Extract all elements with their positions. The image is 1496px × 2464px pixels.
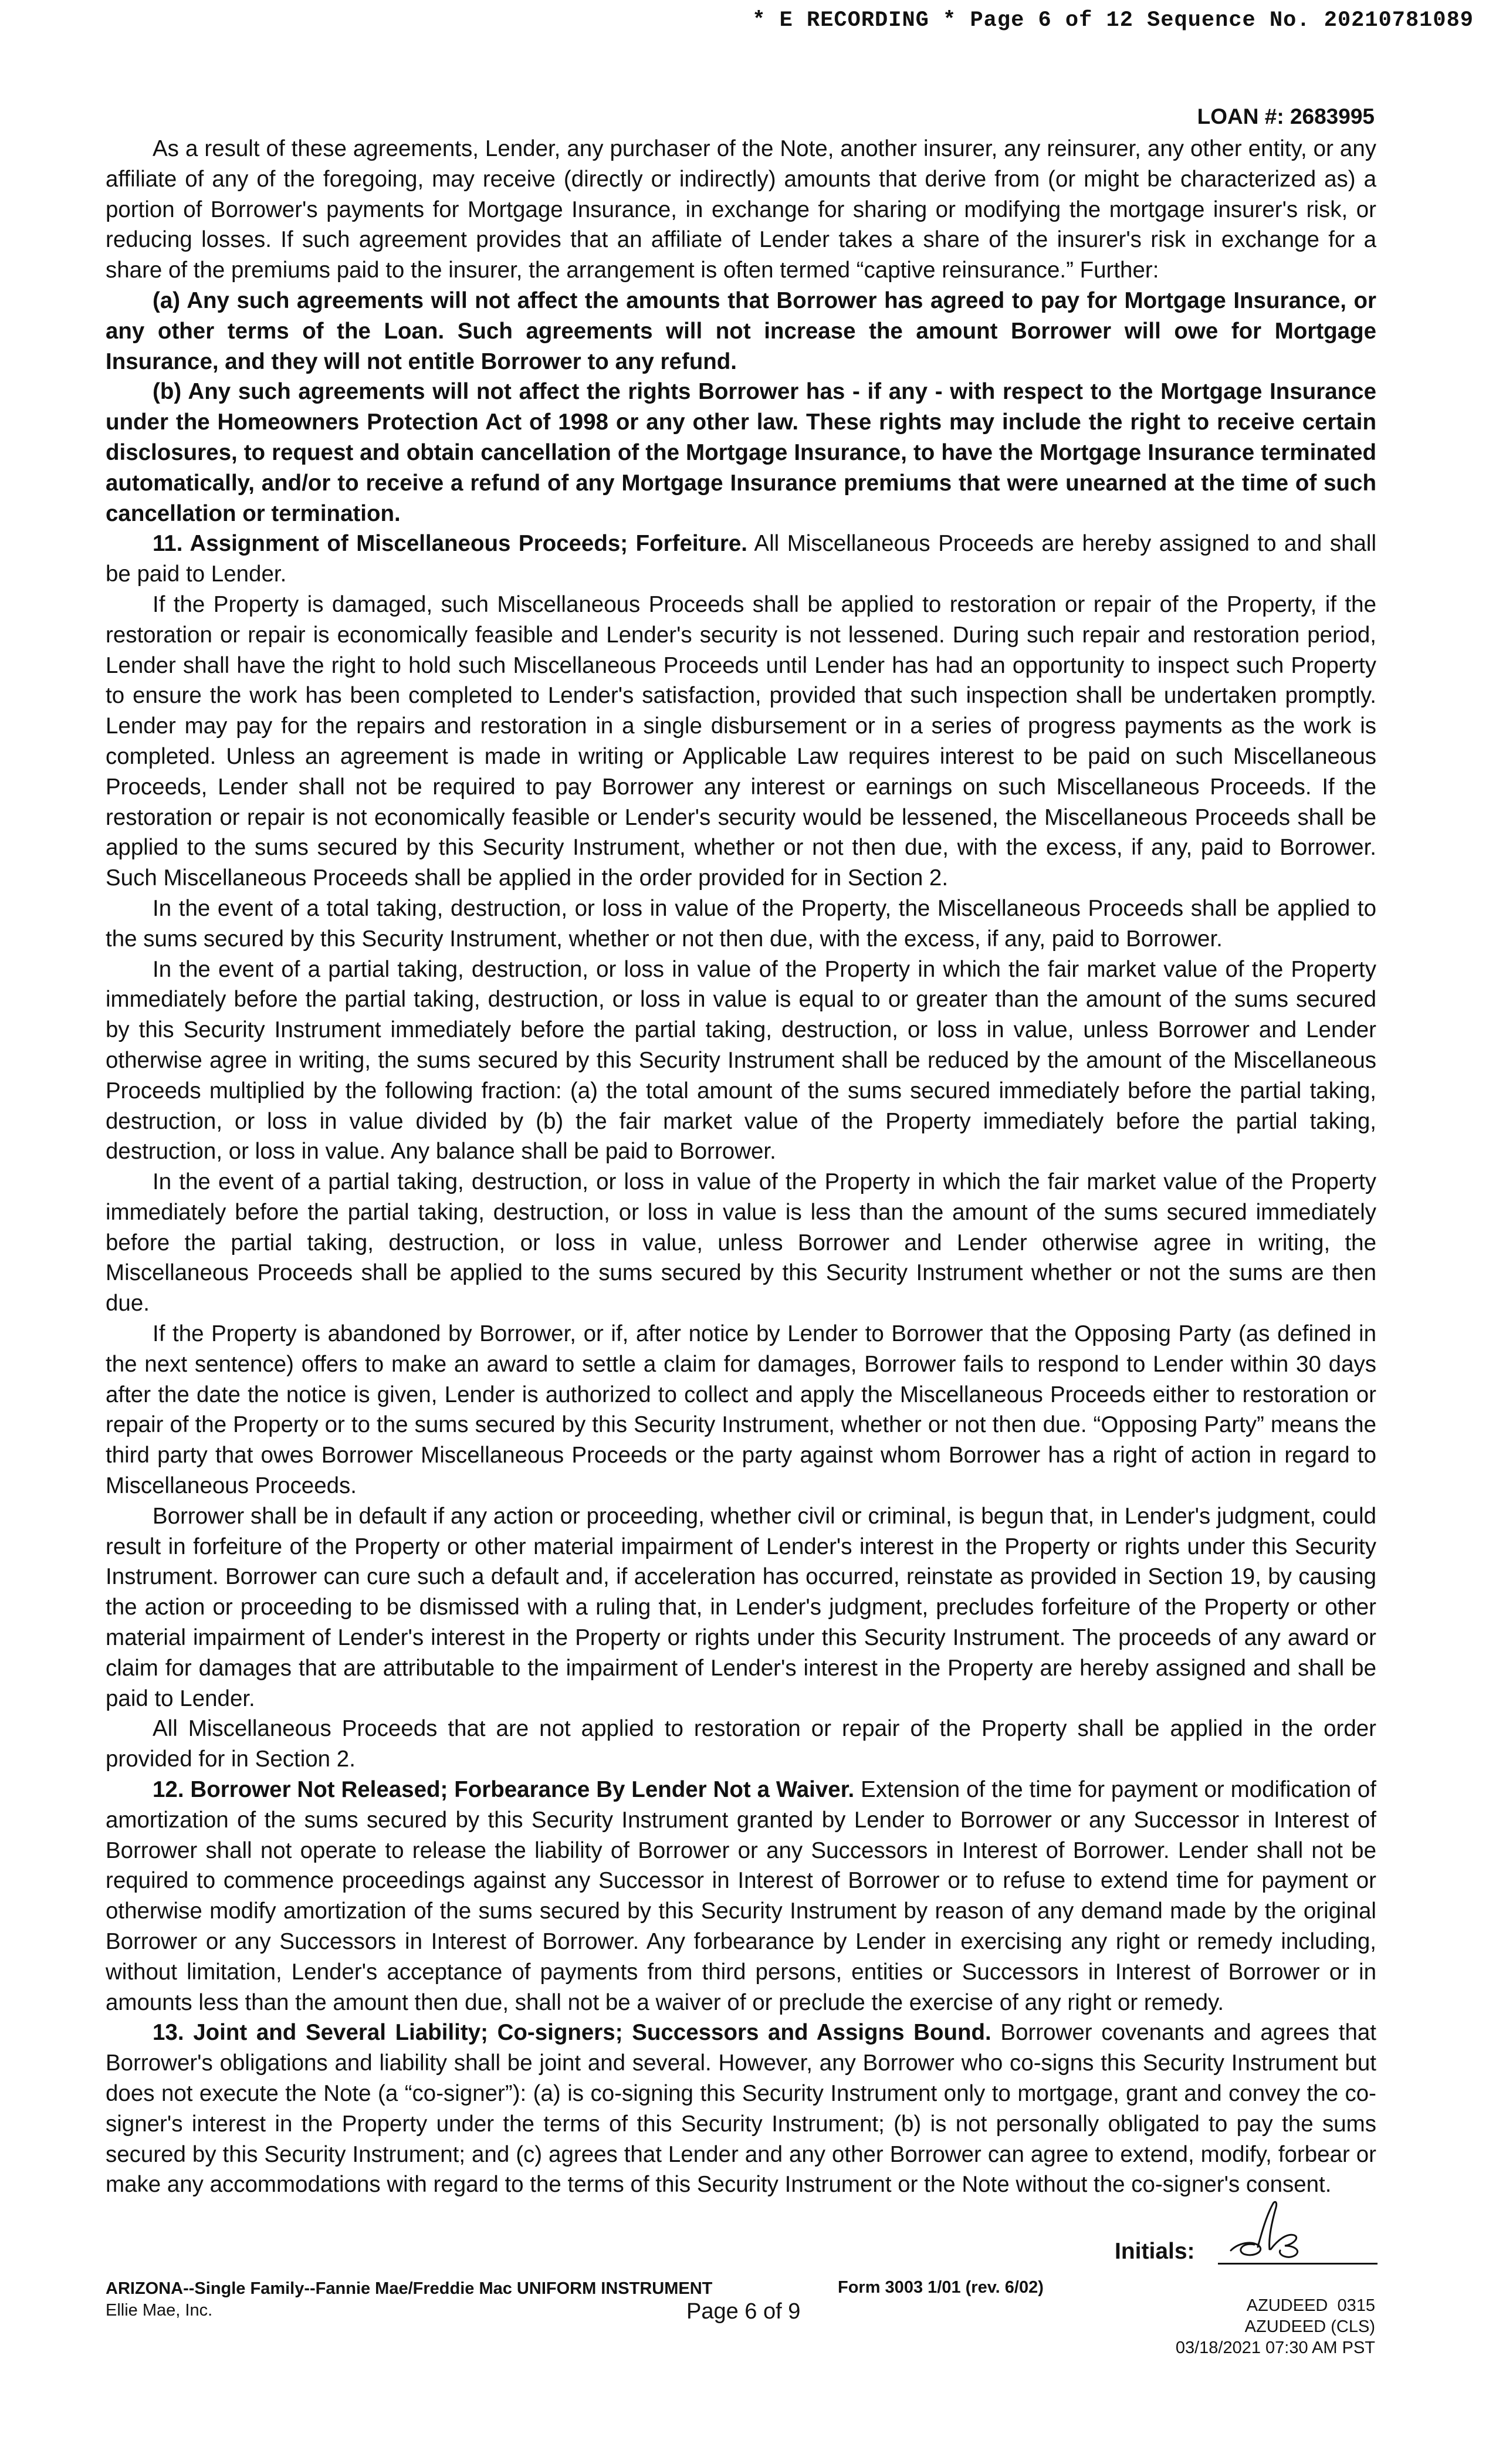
footer-vendor: Ellie Mae, Inc. — [106, 2301, 213, 2320]
doc-code: AZUDEED 0315 — [1246, 2296, 1375, 2315]
initials-signature — [1219, 2199, 1325, 2263]
section-heading: 12. Borrower Not Released; Forbearance By Lender Not a Waiver. — [153, 1777, 855, 1803]
paragraph: Borrower shall be in default if any action or proceeding, whether civil or criminal, is begun that, in Lender's judgment, could result in forfeiture of the Property or other material impairment of Lender's interest in the Property or rights under this Security Instrument. Borrower can cure such a default and, if acceleration has occurred, reinstate as provided in Section 19, by causing the action or proceeding to be dismissed with a ruling that, in Lender's judgment, precludes forfeiture of the Property or other material impairment of Lender's interest in the Property or rights under this Security Instrument. The proceeds of any award or claim for damages that are attributable to the impairment of Lender's interest in the Property are hereby assigned and shall be paid to Lender. — [106, 1503, 1376, 1711]
initials-block — [1115, 2205, 1379, 2269]
paragraph: In the event of a partial taking, destruction, or loss in value of the Property in which the fair market value of the Property immediately before the partial taking, destruction, or loss in value is less than the amount of the sums secured immediately before the partial taking, destruction, or loss in value, unless Borrower and Lender otherwise agree in writing, the Miscellaneous Proceeds shall be applied to the sums secured by this Security Instrument whether or not the sums are then due. — [106, 1169, 1376, 1316]
loan-number: LOAN #: 2683995 — [1197, 104, 1375, 128]
paragraph: If the Property is abandoned by Borrower, or if, after notice by Lender to Borrower that the Opposing Party (as defined in the next sentence) offers to make an award to settle a claim for damages, Borrower fails to respond to Lender within 30 days after the date the notice is given, Lender is authorized to collect and apply the Miscellaneous Proceeds either to restoration or repair of the Property or to the sums secured by this Security Instrument, whether or not then due. “Opposing Party” means the third party that owes Borrower Miscellaneous Proceeds or the party against whom Borrower has a right of action in regard to Miscellaneous Proceeds. — [106, 1321, 1376, 1499]
page-number: Page 6 of 9 — [686, 2299, 801, 2324]
footer-form-number: Form 3003 1/01 (rev. 6/02) — [838, 2278, 1044, 2297]
section-heading: 13. Joint and Several Liability; Co-signers; Successors and Assigns Bound. — [153, 2020, 991, 2046]
section-heading: 11. Assignment of Miscellaneous Proceeds; Forfeiture. — [153, 531, 747, 557]
doc-timestamp: 03/18/2021 07:30 AM PST — [1175, 2338, 1375, 2357]
paragraph: In the event of a partial taking, destruction, or loss in value of the Property in which the fair market value of the Property immediately before the partial taking, destruction, or loss in value is equal to or greater than the amount of the sums secured by this Security Instrument immediately before the partial taking, destruction, or loss in value, unless Borrower and Lender otherwise agree in writing, the sums secured by this Security Instrument shall be reduced by the amount of the Miscellaneous Proceeds multiplied by the following fraction: (a) the total amount of the sums secured immediately before the partial taking, destruction, or loss in value divided by (b) the fair market value of the Property immediately before the partial taking, destruction, or loss in value. Any balance shall be paid to Borrower. — [106, 956, 1376, 1165]
footer-left — [106, 2278, 712, 2321]
paragraph: All Miscellaneous Proceeds that are not applied to restoration or repair of the Property shall be applied in the order provided for in Section 2. — [106, 1716, 1376, 1772]
paragraph: (a) Any such agreements will not affect the amounts that Borrower has agreed to pay for Mortgage Insurance, or any other terms of the Loan. Such agreements will not increase the amount Borrower will owe for Mortgage Insurance, and they will not entitle Borrower to any refund. — [106, 287, 1376, 374]
footer-form-title: ARIZONA--Single Family--Fannie Mae/Freddie Mac UNIFORM INSTRUMENT — [106, 2279, 713, 2298]
paragraph: (b) Any such agreements will not affect the rights Borrower has - if any - with respect to the Mortgage Insurance under the Homeowners Protection Act of 1998 or any other law. These rights may include the right to receive certain disclosures, to request and obtain cancellation of the Mortgage Insurance, to have the Mortgage Insurance terminated automatically, and/or to receive a refund of any Mortgage Insurance premiums that were unearned at the time of such cancellation or termination. — [106, 379, 1376, 526]
paragraph: As a result of these agreements, Lender, any purchaser of the Note, another insurer, any reinsurer, any other entity, or any affiliate of any of the foregoing, may receive (directly or indirectly) amounts that derive from (or might be characterized as) a portion of Borrower's payments for Mortgage Insurance, in exchange for sharing or modifying the mortgage insurer's risk, or reducing losses. If such agreement provides that an affiliate of Lender takes a share of the insurer's risk in exchange for a share of the premiums paid to the insurer, the arrangement is often termed “captive reinsurance.” Further: — [106, 136, 1376, 283]
paragraph: If the Property is damaged, such Miscellaneous Proceeds shall be applied to restoration or repair of the Property, if the restoration or repair is economically feasible and Lender's security is not lessened. During such repair and restoration period, Lender shall have the right to hold such Miscellaneous Proceeds until Lender has had an opportunity to inspect such Property to ensure the work has been completed to Lender's satisfaction, provided that such inspection shall be undertaken promptly. Lender may pay for the repairs and restoration in a single disbursement or in a series of progress payments as the work is completed. Unless an agreement is made in writing or Applicable Law requires interest to be paid on such Miscellaneous Proceeds, Lender shall not be required to pay Borrower any interest or earnings on such Miscellaneous Proceeds. If the restoration or repair is not economically feasible or Lender's security would be lessened, the Miscellaneous Proceeds shall be applied to the sums secured by this Security Instrument, whether or not then due, with the excess, if any, paid to Borrower. Such Miscellaneous Proceeds shall be applied in the order provided for in Section 2. — [106, 591, 1376, 891]
section-13-paragraph: 13. Joint and Several Liability; Co-signers; Successors and Assigns Bound. Borrower covenants and agrees that Borrower's obligations and liability shall be joint and several. However, any Borrower who co-signs this Security Instrument but does not execute the Note (a “co-signer”): (a) is co-signing this Security Instrument only to mortgage, grant and convey the co-signer's interest in the Property under the terms of this Security Instrument; (b) is not personally obligated to pay the sums secured by this Security Instrument; and (c) agrees that Lender and any other Borrower can agree to extend, modify, forbear or make any accommodations with regard to the terms of this Security Instrument or the Note without the co-signer's consent. — [106, 2020, 1376, 2198]
section-12-paragraph: 12. Borrower Not Released; Forbearance By Lender Not a Waiver. Extension of the time for payment or modification of amortization of the sums secured by this Security Instrument granted by Lender to Borrower or any Successor in Interest of Borrower shall not operate to release the liability of Borrower or any Successors in Interest of Borrower. Lender shall not be required to commence proceedings against any Successor in Interest of Borrower or to refuse to extend time for payment or otherwise modify amortization of the sums secured by this Security Instrument by reason of any demand made by the original Borrower or any Successors in Interest of Borrower. Any forbearance by Lender in exercising any right or remedy including, without limitation, Lender's acceptance of payments from third persons, entities or Successors in Interest of Borrower or in amounts less than the amount then due, shall not be a waiver of or preclude the exercise of any right or remedy. — [106, 1777, 1377, 2015]
initials-line — [1218, 2263, 1377, 2265]
paragraph: In the event of a total taking, destruction, or loss in value of the Property, the Miscellaneous Proceeds shall be applied to the sums secured by this Security Instrument, whether or not then due, with the excess, if any, paid to Borrower. — [106, 895, 1376, 952]
initials-label: Initials: — [1115, 2239, 1195, 2264]
section-11-paragraph: 11. Assignment of Miscellaneous Proceeds; Forfeiture. All Miscellaneous Proceeds are hereby assigned to and shall be paid to Lender. — [106, 531, 1376, 587]
doc-code: AZUDEED (CLS) — [1244, 2317, 1375, 2336]
document-body — [106, 134, 1376, 2200]
recording-header: * E RECORDING * Page 6 of 12 Sequence No. 20210781089 — [752, 8, 1474, 33]
footer-right — [1176, 2295, 1375, 2358]
